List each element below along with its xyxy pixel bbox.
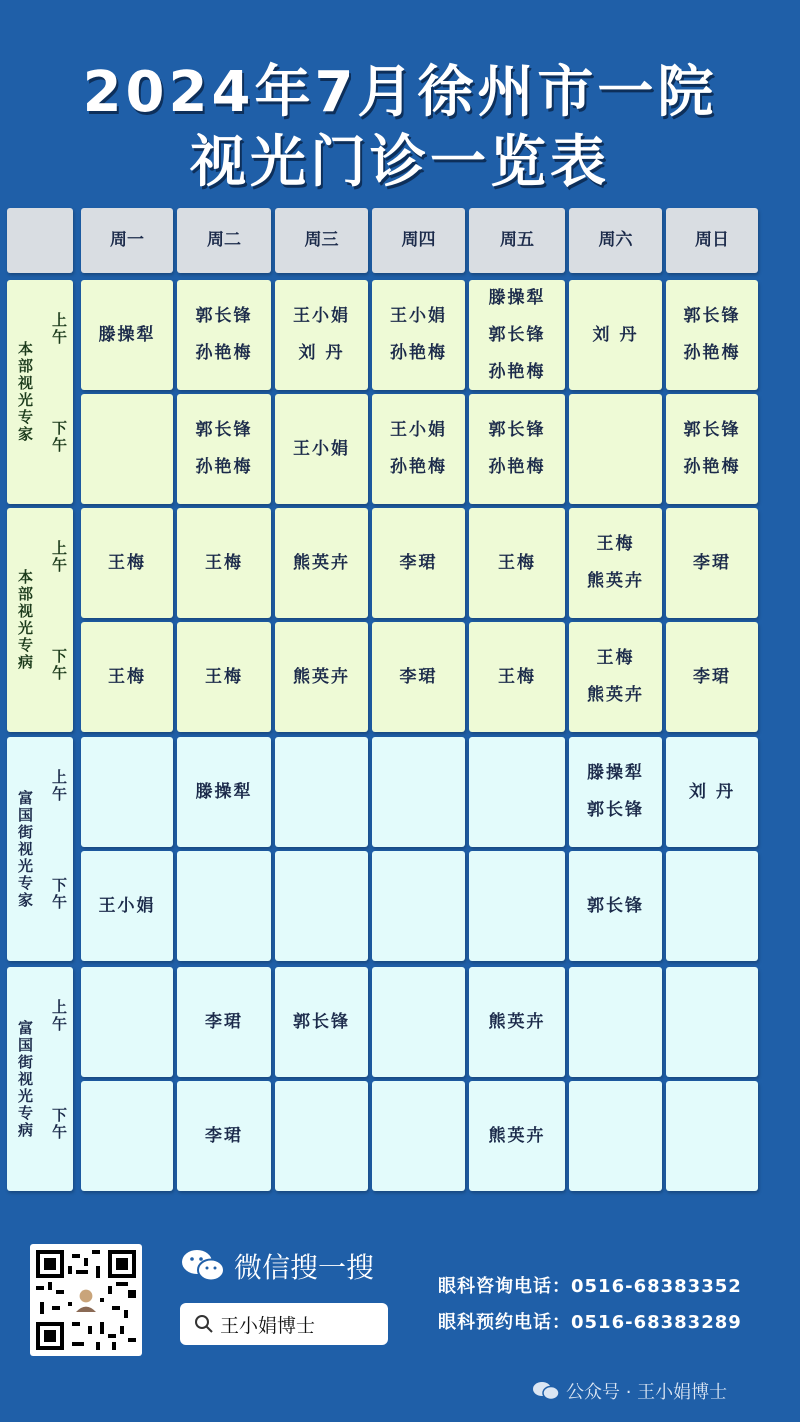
doctor-name: 王小娟 <box>293 306 350 326</box>
schedule-cell <box>372 622 465 732</box>
day-label: 周一 <box>110 230 144 250</box>
doctor-name: 王梅 <box>205 552 243 573</box>
doctor-name: 熊英卉 <box>587 685 644 705</box>
schedule-cell <box>177 394 271 504</box>
doctor-name: 王梅 <box>205 666 243 687</box>
schedule-cell <box>275 508 368 618</box>
doctor-name: 王小娟 <box>390 306 447 326</box>
header-corner <box>7 208 73 273</box>
am-label: 上午 <box>50 312 68 346</box>
schedule-cell <box>81 851 173 961</box>
section-label <box>7 508 73 732</box>
doctor-name: 王小娟 <box>98 895 156 916</box>
doctor-name: 滕操犁 <box>488 287 546 308</box>
day-header <box>666 208 758 273</box>
doctor-name: 郭长锋 <box>195 420 253 440</box>
doctor-name: 李珺 <box>399 666 438 687</box>
doctor-name: 刘 丹 <box>298 343 345 363</box>
doctor-name: 郭长锋 <box>488 324 546 345</box>
doctor-name: 王小娟 <box>390 420 447 440</box>
pm-label: 下午 <box>50 877 68 911</box>
schedule-cell <box>569 851 662 961</box>
schedule-cell <box>177 851 271 961</box>
doctor-name: 郭长锋 <box>683 420 741 440</box>
doctor-name: 滕操犁 <box>195 781 253 802</box>
official-account-brand <box>532 1378 727 1404</box>
schedule-cell <box>275 967 368 1077</box>
doctor-name: 郭长锋 <box>587 800 644 820</box>
schedule-cell <box>177 1081 271 1191</box>
booking-phone: 眼科预约电话：0516-68383289 <box>438 1312 742 1333</box>
day-label: 周六 <box>598 230 633 250</box>
schedule-cell <box>372 851 465 961</box>
section-label <box>7 967 73 1191</box>
schedule-cell <box>275 737 368 847</box>
schedule-cell <box>177 622 271 732</box>
schedule-cell <box>81 394 173 504</box>
pm-label: 下午 <box>50 648 68 682</box>
doctor-name: 孙艳梅 <box>390 457 447 477</box>
qr-code-icon <box>30 1244 142 1356</box>
schedule-cell <box>666 622 758 732</box>
day-header <box>372 208 465 273</box>
doctor-name: 滕操犁 <box>98 324 156 345</box>
schedule-cell <box>569 622 662 732</box>
day-header <box>469 208 565 273</box>
wechat-icon <box>532 1381 560 1401</box>
schedule-cell <box>569 967 662 1077</box>
pm-label: 下午 <box>50 420 68 454</box>
schedule-cell <box>81 508 173 618</box>
day-header <box>81 208 173 273</box>
doctor-name: 滕操犁 <box>587 763 644 783</box>
schedule-cell <box>569 508 662 618</box>
am-label: 上午 <box>50 999 68 1033</box>
schedule-cell <box>81 280 173 390</box>
search-query: 王小娟博士 <box>220 1314 316 1337</box>
schedule-cell <box>666 851 758 961</box>
doctor-name: 王梅 <box>108 666 146 687</box>
doctor-name: 王梅 <box>108 552 146 573</box>
schedule-cell <box>372 394 465 504</box>
day-label: 周二 <box>207 230 241 250</box>
schedule-cell <box>81 967 173 1077</box>
doctor-name: 刘 丹 <box>592 324 639 345</box>
schedule-cell <box>275 280 368 390</box>
pm-label: 下午 <box>50 1107 68 1141</box>
day-header <box>569 208 662 273</box>
doctor-name: 郭长锋 <box>195 306 253 326</box>
doctor-name: 孙艳梅 <box>488 361 546 382</box>
section-title: 富国街视光专家 <box>16 789 34 909</box>
schedule-cell <box>469 737 565 847</box>
schedule-cell <box>177 508 271 618</box>
schedule-cell <box>469 851 565 961</box>
schedule-cell <box>177 967 271 1077</box>
schedule-cell <box>275 1081 368 1191</box>
schedule-cell <box>372 967 465 1077</box>
doctor-name: 郭长锋 <box>293 1011 350 1032</box>
am-label: 上午 <box>50 769 68 803</box>
schedule-cell <box>469 508 565 618</box>
wechat-search-text: 微信搜一搜 <box>234 1251 375 1284</box>
schedule-cell <box>177 737 271 847</box>
doctor-name: 孙艳梅 <box>683 457 741 477</box>
doctor-name: 熊英卉 <box>293 552 350 573</box>
brand-text: 公众号 · 王小娟博士 <box>566 1382 728 1403</box>
page-title-line2: 视光门诊一览表 <box>190 130 610 195</box>
schedule-cell <box>372 508 465 618</box>
doctor-name: 王小娟 <box>293 438 350 459</box>
schedule-cell <box>569 1081 662 1191</box>
schedule-cell <box>666 280 758 390</box>
section-title-wrap <box>17 967 32 1191</box>
doctor-name: 李珺 <box>693 552 731 573</box>
schedule-cell <box>81 1081 173 1191</box>
consult-phone: 眼科咨询电话：0516-68383352 <box>438 1276 742 1297</box>
doctor-name: 王梅 <box>498 552 536 573</box>
doctor-name: 孙艳梅 <box>390 343 447 363</box>
doctor-name: 王梅 <box>596 534 635 554</box>
schedule-cell <box>469 967 565 1077</box>
schedule-cell <box>469 622 565 732</box>
schedule-cell <box>469 1081 565 1191</box>
wechat-icon <box>180 1248 226 1284</box>
section-title-wrap <box>17 508 32 732</box>
section-label <box>7 280 73 504</box>
doctor-name: 熊英卉 <box>488 1011 546 1032</box>
doctor-name: 熊英卉 <box>587 571 644 591</box>
doctor-name: 熊英卉 <box>293 666 350 687</box>
am-label: 上午 <box>50 540 68 574</box>
doctor-name: 刘 丹 <box>689 781 735 802</box>
page-title-line1: 2024年7月徐州市一院 <box>82 60 718 125</box>
day-label: 周三 <box>304 230 339 250</box>
schedule-cell <box>666 967 758 1077</box>
search-input[interactable] <box>180 1303 388 1345</box>
section-title: 本部视光专家 <box>16 341 34 443</box>
schedule-cell <box>177 280 271 390</box>
schedule-cell <box>569 737 662 847</box>
doctor-name: 李珺 <box>693 666 731 687</box>
schedule-cell <box>666 1081 758 1191</box>
day-label: 周四 <box>401 230 436 250</box>
schedule-cell <box>569 280 662 390</box>
schedule-cell <box>275 394 368 504</box>
schedule-cell <box>275 622 368 732</box>
schedule-cell <box>569 394 662 504</box>
section-title: 富国街视光专病 <box>16 1019 34 1139</box>
doctor-name: 郭长锋 <box>587 895 644 916</box>
schedule-cell <box>275 851 368 961</box>
schedule-cell <box>372 280 465 390</box>
doctor-name: 熊英卉 <box>488 1125 546 1146</box>
schedule-cell <box>372 737 465 847</box>
schedule-cell <box>81 622 173 732</box>
schedule-cell <box>372 1081 465 1191</box>
section-title: 本部视光专病 <box>16 569 34 671</box>
doctor-name: 王梅 <box>498 666 536 687</box>
schedule-cell <box>666 394 758 504</box>
doctor-name: 李珺 <box>205 1011 243 1032</box>
wechat-search-label <box>180 1246 374 1286</box>
doctor-name: 李珺 <box>399 552 438 573</box>
day-label: 周五 <box>500 230 534 250</box>
schedule-cell <box>81 737 173 847</box>
schedule-cell <box>469 394 565 504</box>
section-title-wrap <box>17 737 32 961</box>
doctor-name: 郭长锋 <box>488 420 546 440</box>
day-header <box>275 208 368 273</box>
section-label <box>7 737 73 961</box>
doctor-name: 孙艳梅 <box>488 457 546 477</box>
section-title-wrap <box>17 280 32 504</box>
schedule-cell <box>469 280 565 390</box>
day-header <box>177 208 271 273</box>
day-label: 周日 <box>695 230 729 250</box>
schedule-cell <box>666 737 758 847</box>
schedule-cell <box>666 508 758 618</box>
doctor-name: 王梅 <box>596 648 635 668</box>
doctor-name: 孙艳梅 <box>683 343 741 363</box>
doctor-name: 郭长锋 <box>683 306 741 326</box>
doctor-name: 孙艳梅 <box>195 343 253 363</box>
doctor-name: 孙艳梅 <box>195 457 253 477</box>
doctor-name: 李珺 <box>205 1125 243 1146</box>
search-icon <box>194 1314 214 1334</box>
